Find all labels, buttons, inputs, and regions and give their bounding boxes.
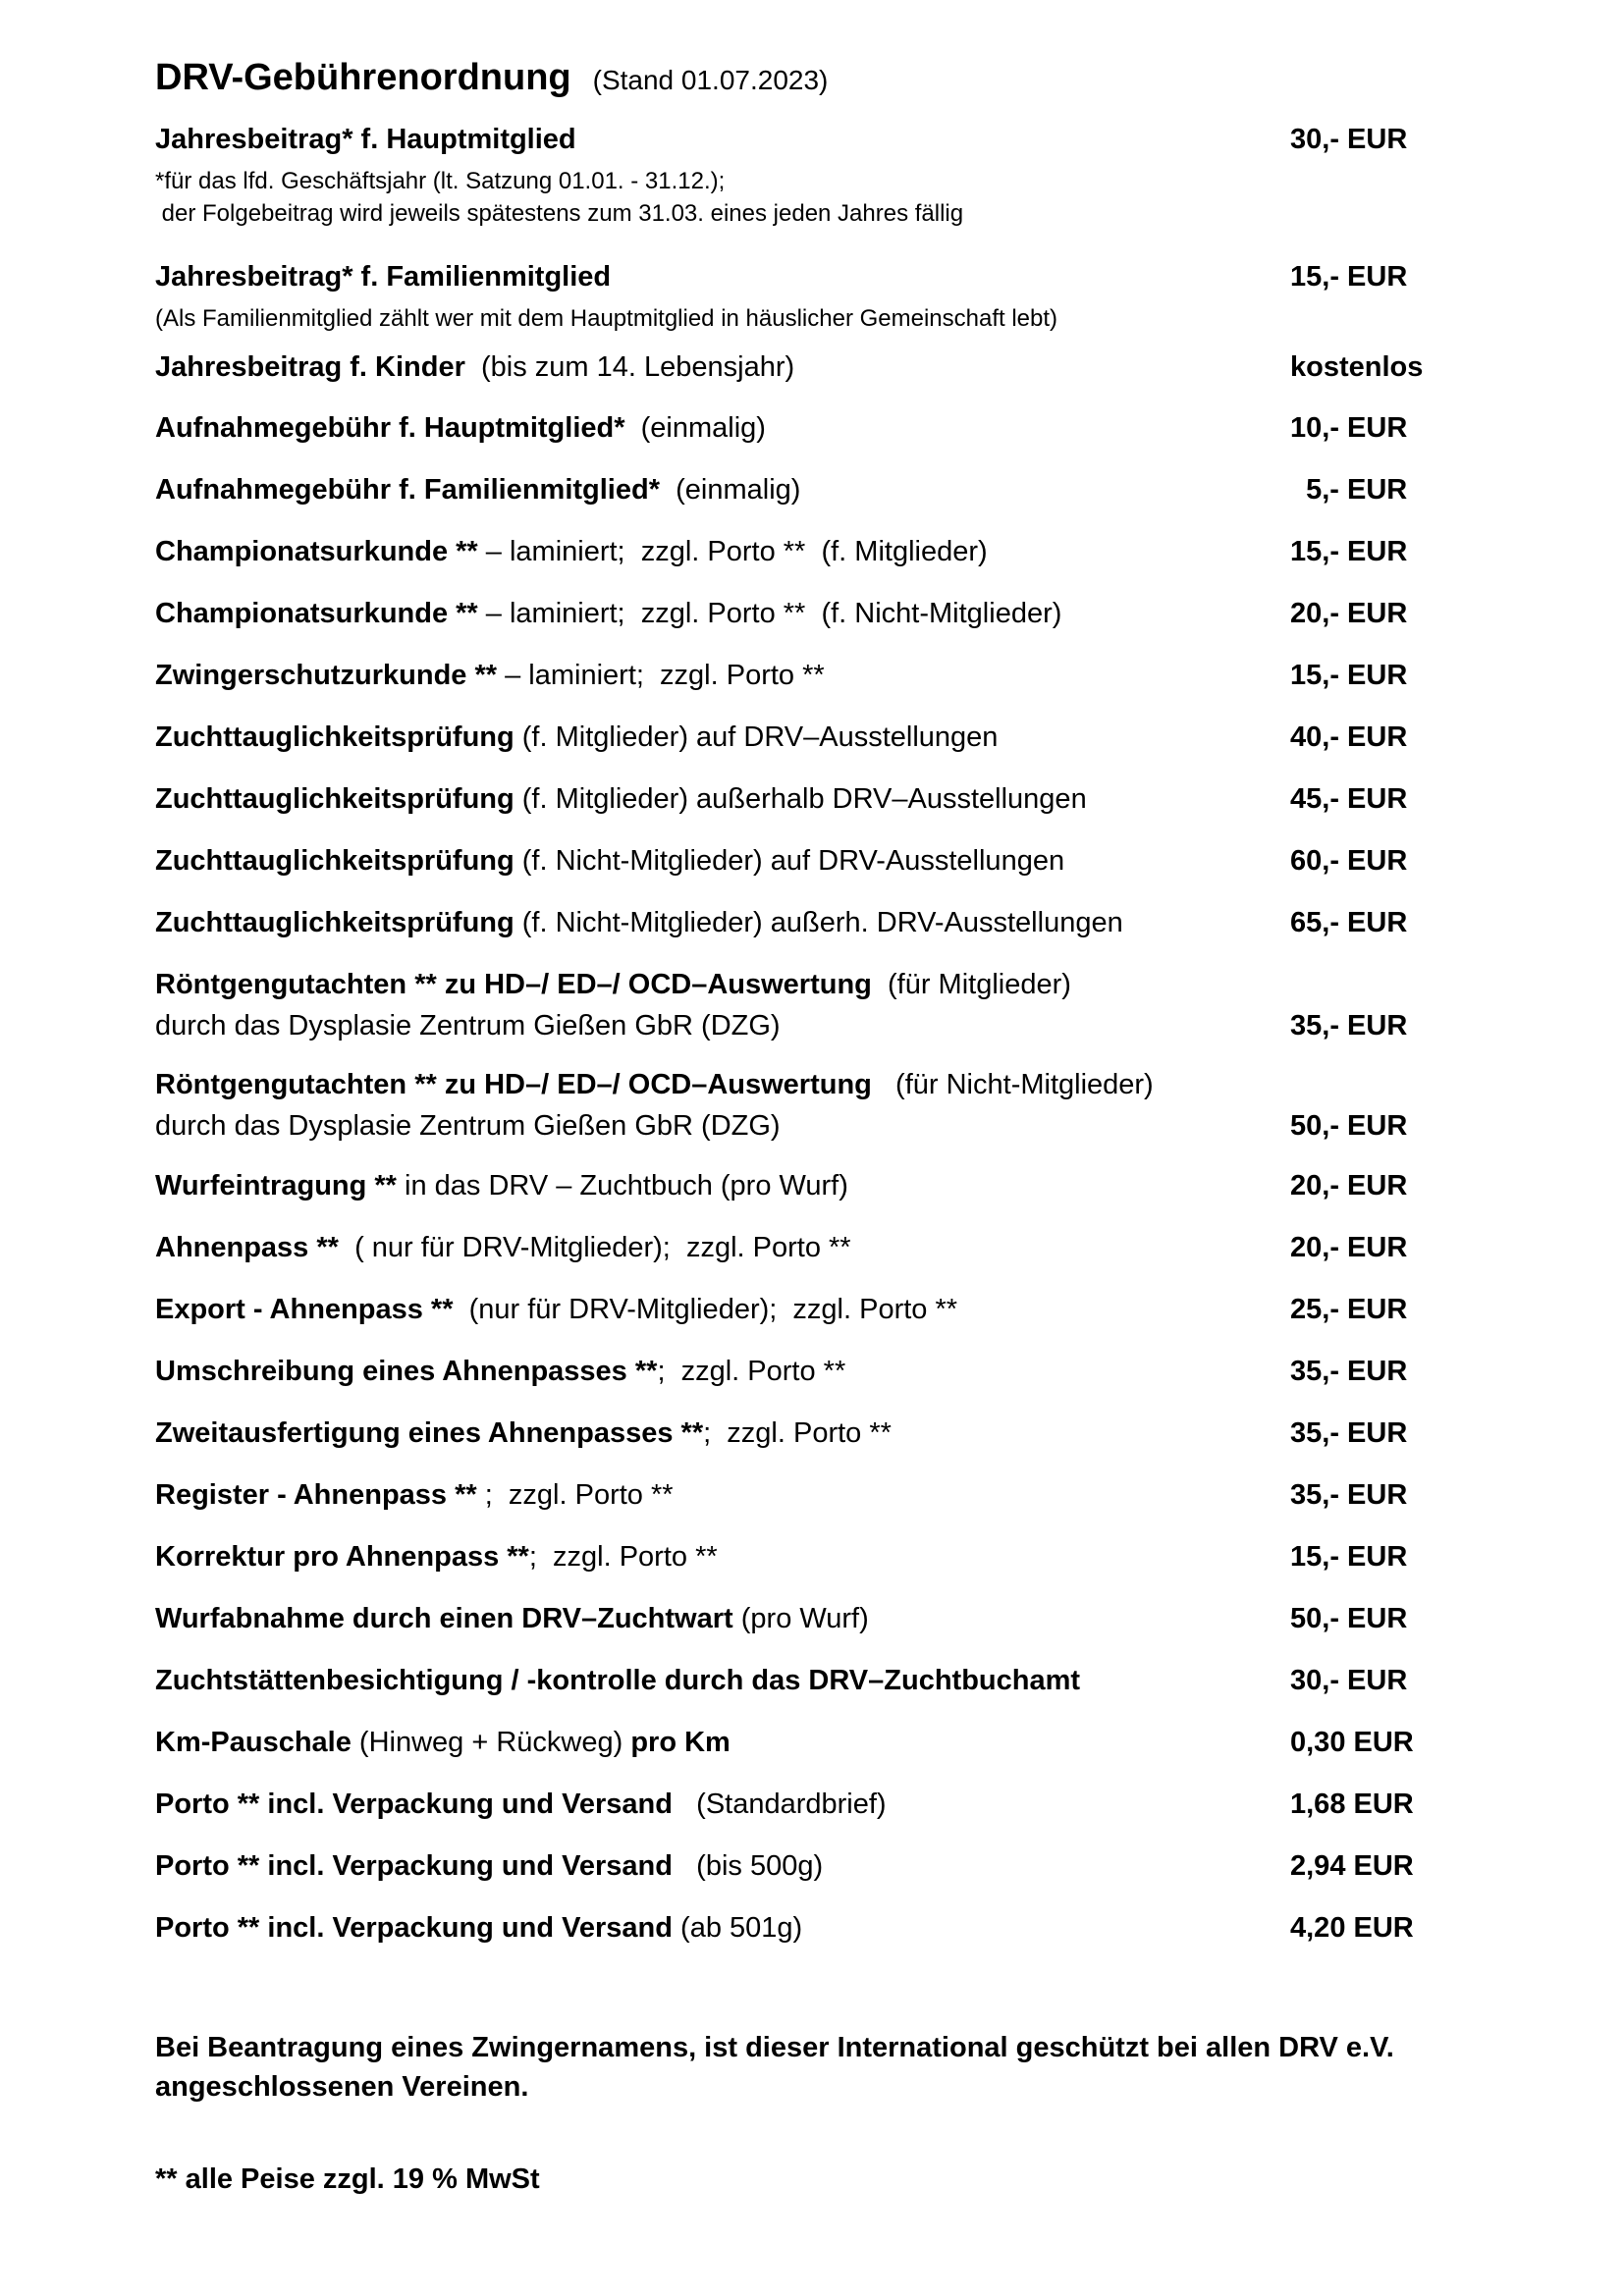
fee-description <box>155 1170 1290 1202</box>
fee-price: 45,- EUR <box>1290 783 1408 815</box>
fee-description-line2: durch das Dysplasie Zentrum Gießen GbR (DZG) <box>155 1110 781 1142</box>
fee-price: 35,- EUR <box>1290 1356 1408 1387</box>
fee-detail: – laminiert; zzgl. Porto ** (f. Mitglieder) <box>477 536 988 567</box>
fee-row <box>155 261 1487 335</box>
fee-row <box>155 474 1487 515</box>
fee-title: Zwingerschutzurkunde ** <box>155 660 498 691</box>
fee-title: Porto ** incl. Verpackung und Versand <box>155 1850 673 1882</box>
fee-footnote: (Als Familienmitglied zählt wer mit dem Hauptmitglied in häuslicher Gemeinschaft lebt) <box>155 305 1058 332</box>
fee-title: Wurfeintragung ** <box>155 1170 397 1201</box>
fee-description-line2: durch das Dysplasie Zentrum Gießen GbR (DZG) <box>155 1010 781 1041</box>
fee-title: Röntgengutachten ** zu HD–/ ED–/ OCD–Auswertung <box>155 969 872 1000</box>
fee-detail: ; zzgl. Porto ** <box>657 1356 846 1387</box>
fee-description <box>155 1294 1290 1326</box>
fee-row <box>155 1479 1487 1521</box>
fee-row <box>155 907 1487 948</box>
fee-detail: (ab 501g) <box>672 1912 803 1944</box>
page-title: DRV-Gebührenordnung <box>155 57 571 98</box>
fee-title: Zweitausfertigung eines Ahnenpasses ** <box>155 1417 704 1449</box>
fee-row <box>155 1069 1487 1151</box>
stand-date: (Stand 01.07.2023) <box>592 65 829 95</box>
fee-price: 30,- EUR <box>1290 1665 1408 1696</box>
fee-row <box>155 1912 1487 1953</box>
fee-description <box>155 261 1290 294</box>
fee-row <box>155 1417 1487 1459</box>
fee-title: Km-Pauschale <box>155 1727 352 1758</box>
fee-description <box>155 783 1290 816</box>
fee-row <box>155 660 1487 701</box>
fee-description <box>155 1603 1290 1635</box>
fee-title: Porto ** incl. Verpackung und Versand <box>155 1912 673 1944</box>
fee-price: 15,- EUR <box>1290 261 1408 293</box>
fee-detail: (f. Nicht-Mitglieder) auf DRV-Ausstellungen <box>514 845 1065 877</box>
fee-price: kostenlos <box>1290 351 1424 383</box>
fee-price: 15,- EUR <box>1290 536 1408 567</box>
fee-price: 50,- EUR <box>1290 1110 1408 1142</box>
fee-row <box>155 783 1487 825</box>
fee-price: 2,94 EUR <box>1290 1850 1414 1882</box>
fee-detail: (pro Wurf) <box>732 1603 869 1634</box>
fee-row <box>155 1170 1487 1211</box>
fee-title: Zuchttauglichkeitsprüfung <box>155 783 514 815</box>
fee-detail: (Hinweg + Rückweg) <box>351 1727 631 1758</box>
fee-title: Ahnenpass ** <box>155 1232 339 1263</box>
fee-row <box>155 1294 1487 1335</box>
fee-detail: (für Nicht-Mitglieder) <box>871 1069 1154 1100</box>
fee-description <box>155 907 1290 939</box>
fee-detail: (für Mitglieder) <box>871 969 1071 1000</box>
zwinger-note: Bei Beantragung eines Zwingernamens, ist dieser International geschützt bei allen DRV e.V. angeschlossenen Vereinen. <box>155 2032 1394 2103</box>
fee-detail: (bis zum 14. Lebensjahr) <box>464 351 795 383</box>
fee-detail: (einmalig) <box>624 412 766 444</box>
fee-row <box>155 1356 1487 1397</box>
fee-title: Zuchttauglichkeitsprüfung <box>155 907 514 938</box>
fee-price: 60,- EUR <box>1290 845 1408 877</box>
fee-description <box>155 845 1290 878</box>
fee-description <box>155 1727 1290 1759</box>
fee-row <box>155 598 1487 639</box>
fee-description <box>155 474 1290 507</box>
fee-price: 25,- EUR <box>1290 1294 1408 1325</box>
fee-row <box>155 1665 1487 1706</box>
fee-title: Porto ** incl. Verpackung und Versand <box>155 1789 673 1820</box>
fee-description <box>155 1789 1290 1821</box>
fee-row <box>155 1850 1487 1892</box>
fee-row <box>155 845 1487 886</box>
fee-title: Jahresbeitrag* f. Familienmitglied <box>155 261 612 293</box>
fee-detail: (einmalig) <box>660 474 801 506</box>
fee-title: Jahresbeitrag f. Kinder <box>155 351 465 383</box>
fee-row <box>155 1789 1487 1830</box>
fee-detail: in das DRV – Zuchtbuch (pro Wurf) <box>396 1170 848 1201</box>
fee-price: 0,30 EUR <box>1290 1727 1414 1758</box>
fee-price: 35,- EUR <box>1290 1010 1408 1041</box>
fee-row <box>155 1727 1487 1768</box>
fee-detail: (f. Nicht-Mitglieder) außerh. DRV-Ausstellungen <box>514 907 1123 938</box>
fee-row <box>155 1603 1487 1644</box>
fee-price: 20,- EUR <box>1290 1170 1408 1201</box>
fee-title: Jahresbeitrag* f. Hauptmitglied <box>155 124 576 155</box>
fee-price: 35,- EUR <box>1290 1479 1408 1511</box>
fee-description <box>155 660 1290 692</box>
fee-detail: (bis 500g) <box>672 1850 824 1882</box>
fee-description <box>155 1417 1290 1450</box>
fee-title: Championatsurkunde ** <box>155 536 478 567</box>
fee-price: 15,- EUR <box>1290 1541 1408 1573</box>
fee-title: Aufnahmegebühr f. Hauptmitglied* <box>155 412 625 444</box>
fee-description <box>155 351 1290 384</box>
fee-row <box>155 351 1487 393</box>
header <box>155 57 828 99</box>
fee-price: 20,- EUR <box>1290 1232 1408 1263</box>
fee-detail: – laminiert; zzgl. Porto ** <box>497 660 825 691</box>
fee-description <box>155 1356 1290 1388</box>
fee-row <box>155 412 1487 454</box>
fee-description <box>155 1479 1290 1512</box>
fee-description <box>155 1541 1290 1574</box>
fee-unit: pro Km <box>630 1727 731 1758</box>
fee-price: 30,- EUR <box>1290 124 1408 155</box>
fee-description <box>155 598 1290 630</box>
fee-detail: (Standardbrief) <box>672 1789 887 1820</box>
fee-price: 5,- EUR <box>1290 474 1408 506</box>
fee-detail: (f. Mitglieder) außerhalb DRV–Ausstellungen <box>514 783 1087 815</box>
fee-row <box>155 1541 1487 1582</box>
fee-detail: ; zzgl. Porto ** <box>528 1541 718 1573</box>
fee-price: 15,- EUR <box>1290 660 1408 691</box>
fee-detail: – laminiert; zzgl. Porto ** (f. Nicht-Mitglieder) <box>477 598 1062 629</box>
fee-detail: (nur für DRV-Mitglieder); zzgl. Porto ** <box>453 1294 958 1325</box>
fee-title: Register - Ahnenpass ** <box>155 1479 477 1511</box>
fee-title: Korrektur pro Ahnenpass ** <box>155 1541 529 1573</box>
mwst-note: ** alle Peise zzgl. 19 % MwSt <box>155 2163 540 2195</box>
fee-title: Zuchttauglichkeitsprüfung <box>155 845 514 877</box>
fee-title: Zuchttauglichkeitsprüfung <box>155 721 514 753</box>
fee-title: Röntgengutachten ** zu HD–/ ED–/ OCD–Auswertung <box>155 1069 872 1100</box>
fee-description <box>155 1069 1487 1101</box>
fee-price: 20,- EUR <box>1290 598 1408 629</box>
fee-detail: (f. Mitglieder) auf DRV–Ausstellungen <box>514 721 999 753</box>
fee-title: Zuchtstättenbesichtigung / -kontrolle durch das DRV–Zuchtbuchamt <box>155 1665 1081 1696</box>
fee-row <box>155 124 1487 230</box>
fee-title: Export - Ahnenpass ** <box>155 1294 454 1325</box>
fee-price: 1,68 EUR <box>1290 1789 1414 1820</box>
fee-description <box>155 124 1290 156</box>
fee-description <box>155 412 1290 445</box>
fee-description <box>155 969 1487 1001</box>
fee-price: 10,- EUR <box>1290 412 1408 444</box>
fee-price: 40,- EUR <box>1290 721 1408 753</box>
fee-footnote: *für das lfd. Geschäftsjahr (lt. Satzung 01.01. - 31.12.); <box>155 168 726 194</box>
fee-row <box>155 536 1487 577</box>
fee-description <box>155 1912 1290 1945</box>
fee-description <box>155 536 1290 568</box>
fee-footnote: der Folgebeitrag wird jeweils spätestens zum 31.03. eines jeden Jahres fällig <box>155 200 964 227</box>
fee-row <box>155 1232 1487 1273</box>
fee-title: Umschreibung eines Ahnenpasses ** <box>155 1356 658 1387</box>
fee-detail: ; zzgl. Porto ** <box>703 1417 892 1449</box>
fee-title: Championatsurkunde ** <box>155 598 478 629</box>
fee-detail: ; zzgl. Porto ** <box>476 1479 674 1511</box>
fee-title: Aufnahmegebühr f. Familienmitglied* <box>155 474 660 506</box>
fee-row <box>155 721 1487 763</box>
fee-description <box>155 1850 1290 1883</box>
fee-title: Wurfabnahme durch einen DRV–Zuchtwart <box>155 1603 733 1634</box>
fee-price: 4,20 EUR <box>1290 1912 1414 1944</box>
fee-price: 35,- EUR <box>1290 1417 1408 1449</box>
fee-detail: ( nur für DRV-Mitglieder); zzgl. Porto ** <box>338 1232 851 1263</box>
fee-price: 50,- EUR <box>1290 1603 1408 1634</box>
fee-price: 65,- EUR <box>1290 907 1408 938</box>
fee-row <box>155 969 1487 1051</box>
fee-description <box>155 1665 1290 1697</box>
fee-description <box>155 721 1290 754</box>
fee-description <box>155 1232 1290 1264</box>
